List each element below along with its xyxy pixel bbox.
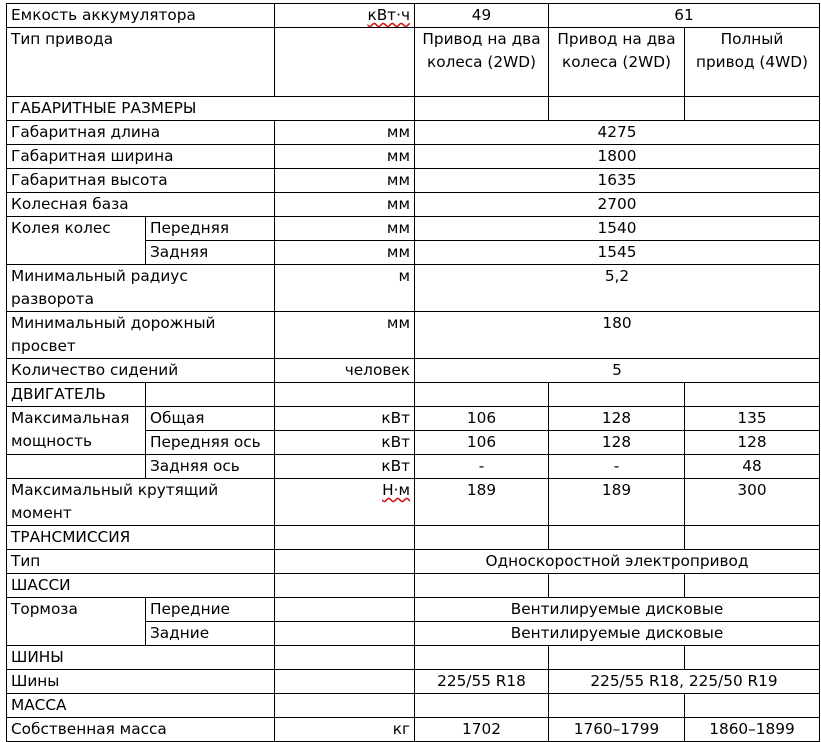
clearance-label: Минимальный дорожный просвет [7, 312, 275, 359]
drive-col2: Привод на два колеса (2WD) [549, 28, 685, 97]
section-transmission-row [7, 526, 820, 550]
drive-col3: Полный привод (4WD) [685, 28, 820, 97]
power-rear-row [7, 455, 820, 479]
brakes-front-row [7, 598, 820, 622]
transmission-label: Тип [7, 550, 275, 574]
seats-row [7, 359, 820, 383]
length-row [7, 121, 820, 145]
width-row [7, 145, 820, 169]
section-tires: ШИНЫ [7, 646, 275, 670]
battery-49: 49 [415, 4, 549, 28]
width-unit: мм [275, 145, 415, 169]
power-rear-unit: кВт [275, 455, 415, 479]
track-rear-value: 1545 [415, 241, 820, 265]
turning-unit: м [275, 265, 415, 312]
width-value: 1800 [415, 145, 820, 169]
seats-value: 5 [415, 359, 820, 383]
curb-mass-label: Собственная масса [7, 718, 275, 742]
track-front-value: 1540 [415, 217, 820, 241]
battery-label: Емкость аккумулятора [7, 4, 275, 28]
height-value: 1635 [415, 169, 820, 193]
torque-unit [275, 479, 415, 526]
curb-mass-v1: 1702 [415, 718, 549, 742]
clearance-row [7, 312, 820, 359]
section-engine: ДВИГАТЕЛЬ [7, 383, 146, 407]
length-label: Габаритная длина [7, 121, 275, 145]
brakes-front-label: Передние [146, 598, 275, 622]
track-front-row [7, 217, 820, 241]
drive-col1: Привод на два колеса (2WD) [415, 28, 549, 97]
track-rear-unit: мм [275, 241, 415, 265]
section-chassis: ШАССИ [7, 574, 275, 598]
turning-value: 5,2 [415, 265, 820, 312]
transmission-value: Односкоростной электропривод [415, 550, 820, 574]
tires-49: 225/55 R18 [415, 670, 549, 694]
power-rear-v3: 48 [685, 455, 820, 479]
drive-label: Тип привода [7, 28, 275, 97]
torque-v2: 189 [549, 479, 685, 526]
length-value: 4275 [415, 121, 820, 145]
seats-label: Количество сидений [7, 359, 275, 383]
power-rear-v1: - [415, 455, 549, 479]
spec-table [6, 3, 820, 742]
section-dims: ГАБАРИТНЫЕ РАЗМЕРЫ [7, 97, 415, 121]
section-chassis-row [7, 574, 820, 598]
battery-unit-text: кВт·ч [367, 6, 410, 24]
section-mass-row [7, 694, 820, 718]
power-total-v2: 128 [549, 407, 685, 431]
torque-v3: 300 [685, 479, 820, 526]
battery-61: 61 [549, 4, 820, 28]
torque-v1: 189 [415, 479, 549, 526]
power-front-label: Передняя ось [146, 431, 275, 455]
power-rear-v2: - [549, 455, 685, 479]
track-front-label: Передняя [146, 217, 275, 241]
turning-label: Минимальный радиус разворота [7, 265, 275, 312]
height-unit: мм [275, 169, 415, 193]
battery-unit [275, 4, 415, 28]
curb-mass-v2: 1760–1799 [549, 718, 685, 742]
torque-label: Максимальный крутящий момент [7, 479, 275, 526]
tires-label: Шины [7, 670, 275, 694]
clearance-unit: мм [275, 312, 415, 359]
power-front-v2: 128 [549, 431, 685, 455]
power-total-row [7, 407, 820, 431]
section-mass: МАССА [7, 694, 275, 718]
curb-mass-row [7, 718, 820, 742]
power-label: Максимальная мощность [7, 407, 146, 455]
power-rear-label: Задняя ось [146, 455, 275, 479]
battery-row [7, 4, 820, 28]
power-front-v1: 106 [415, 431, 549, 455]
wheelbase-label: Колесная база [7, 193, 275, 217]
section-engine-row [7, 383, 820, 407]
torque-unit-text: Н·м [382, 481, 410, 499]
brakes-rear-label: Задние [146, 622, 275, 646]
track-rear-label: Задняя [146, 241, 275, 265]
section-dims-row [7, 97, 820, 121]
transmission-row [7, 550, 820, 574]
brakes-front-value: Вентилируемые дисковые [415, 598, 820, 622]
tires-61: 225/55 R18, 225/50 R19 [549, 670, 820, 694]
seats-unit: человек [275, 359, 415, 383]
wheelbase-row [7, 193, 820, 217]
power-total-v1: 106 [415, 407, 549, 431]
track-front-unit: мм [275, 217, 415, 241]
torque-row [7, 479, 820, 526]
power-total-unit: кВт [275, 407, 415, 431]
length-unit: мм [275, 121, 415, 145]
height-label: Габаритная высота [7, 169, 275, 193]
curb-mass-v3: 1860–1899 [685, 718, 820, 742]
clearance-value: 180 [415, 312, 820, 359]
section-tires-row [7, 646, 820, 670]
power-total-v3: 135 [685, 407, 820, 431]
brakes-rear-value: Вентилируемые дисковые [415, 622, 820, 646]
wheelbase-unit: мм [275, 193, 415, 217]
section-transmission: ТРАНСМИССИЯ [7, 526, 275, 550]
track-label: Колея колес [7, 217, 146, 265]
curb-mass-unit: кг [275, 718, 415, 742]
width-label: Габаритная ширина [7, 145, 275, 169]
height-row [7, 169, 820, 193]
wheelbase-value: 2700 [415, 193, 820, 217]
brakes-label: Тормоза [7, 598, 146, 646]
power-total-label: Общая [146, 407, 275, 431]
turning-row [7, 265, 820, 312]
power-front-unit: кВт [275, 431, 415, 455]
drive-row [7, 28, 820, 97]
tires-row [7, 670, 820, 694]
power-front-v3: 128 [685, 431, 820, 455]
drive-unit-empty [275, 28, 415, 97]
